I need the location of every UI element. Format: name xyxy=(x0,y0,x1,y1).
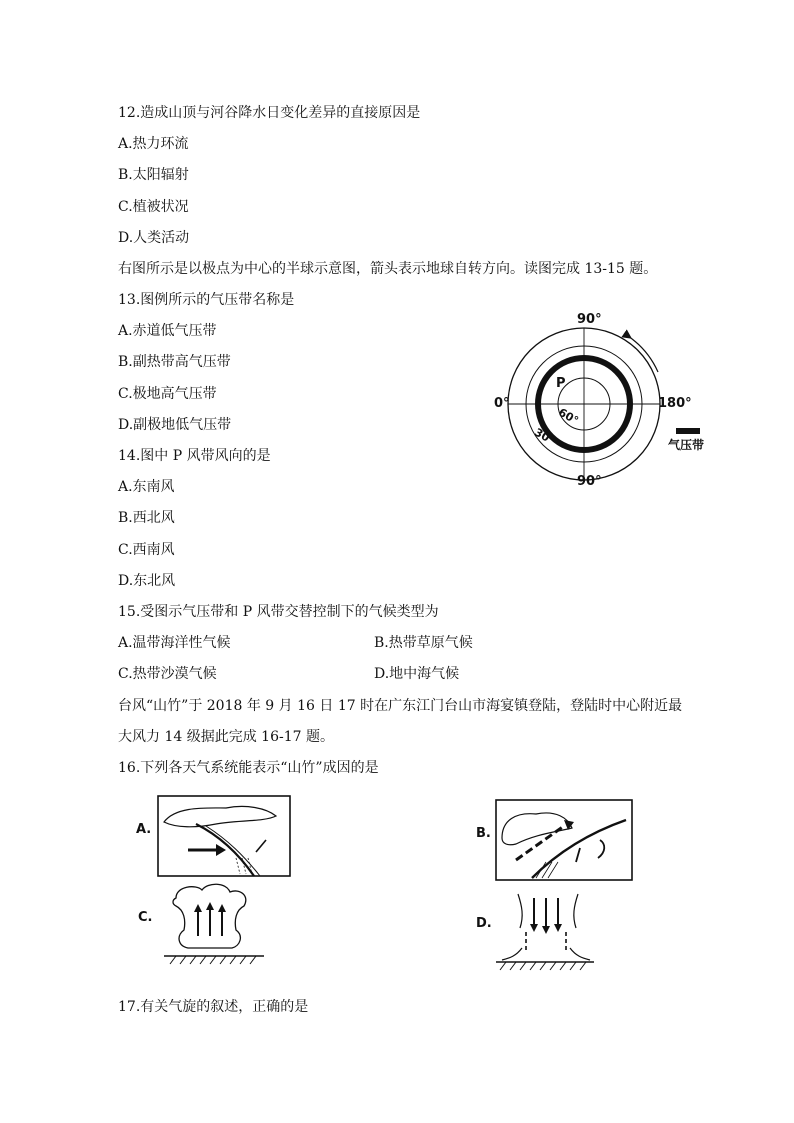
figure-a-label: A. xyxy=(136,822,152,837)
q14-option-b[interactable]: B.西北风 xyxy=(118,510,175,526)
q15-stem: 15.受图示气压带和 P 风带交替控制下的气候类型为 xyxy=(118,604,439,620)
legend-swatch xyxy=(676,428,700,434)
q12-option-d[interactable]: D.人类活动 xyxy=(118,230,190,246)
q13-option-d[interactable]: D.副极地低气压带 xyxy=(118,417,232,433)
label-lat-60: 60° xyxy=(556,405,581,428)
label-right: 180° xyxy=(658,396,692,411)
q14-option-d[interactable]: D.东北风 xyxy=(118,573,176,589)
intro-16-17-line1: 台风“山竹”于 2018 年 9 月 16 日 17 时在广东江门台山市海宴镇登陆，登陆时中心附近最 xyxy=(118,698,683,714)
polar-hemisphere-figure xyxy=(488,312,720,492)
q13-option-a[interactable]: A.赤道低气压带 xyxy=(118,323,217,339)
label-p: P xyxy=(556,376,566,391)
figure-d[interactable] xyxy=(470,888,610,974)
q16-stem: 16.下列各天气系统能表示“山竹”成因的是 xyxy=(118,760,379,776)
label-top: 90° xyxy=(577,312,602,327)
intro-13-15: 右图所示是以极点为中心的半球示意图，箭头表示地球自转方向。读图完成 13-15 题。 xyxy=(118,261,658,277)
q15-option-c[interactable]: C.热带沙漠气候 xyxy=(118,666,217,682)
figure-c[interactable] xyxy=(136,880,276,970)
figure-b-label: B. xyxy=(476,826,491,841)
q17-stem: 17.有关气旋的叙述，正确的是 xyxy=(118,999,309,1015)
q12-option-c[interactable]: C.植被状况 xyxy=(118,199,189,215)
q13-option-c[interactable]: C.极地高气压带 xyxy=(118,386,217,402)
intro-16-17-line2: 大风力 14 级据此完成 16-17 题。 xyxy=(118,729,334,745)
q15-option-b[interactable]: B.热带草原气候 xyxy=(374,635,473,651)
q15-option-a[interactable]: A.温带海洋性气候 xyxy=(118,635,231,651)
label-left: 0° xyxy=(494,396,510,411)
figure-d-label: D. xyxy=(476,916,492,931)
label-bottom: 90° xyxy=(577,474,602,489)
q12-option-b[interactable]: B.太阳辐射 xyxy=(118,167,189,183)
label-lat-30: 30° xyxy=(532,425,557,448)
q14-option-a[interactable]: A.东南风 xyxy=(118,479,175,495)
legend-label: 气压带 xyxy=(668,438,705,452)
figure-b[interactable] xyxy=(476,798,636,882)
q12-option-a[interactable]: A.热力环流 xyxy=(118,136,189,152)
q14-option-c[interactable]: C.西南风 xyxy=(118,542,175,558)
q13-option-b[interactable]: B.副热带高气压带 xyxy=(118,354,231,370)
figure-c-label: C. xyxy=(138,910,153,925)
q14-stem: 14.图中 P 风带风向的是 xyxy=(118,448,271,464)
q12-stem: 12.造成山顶与河谷降水日变化差异的直接原因是 xyxy=(118,105,421,121)
rotation-arrow-icon xyxy=(628,336,658,372)
q15-option-d[interactable]: D.地中海气候 xyxy=(374,666,460,682)
figure-a[interactable] xyxy=(136,794,296,878)
q13-stem: 13.图例所示的气压带名称是 xyxy=(118,292,295,308)
